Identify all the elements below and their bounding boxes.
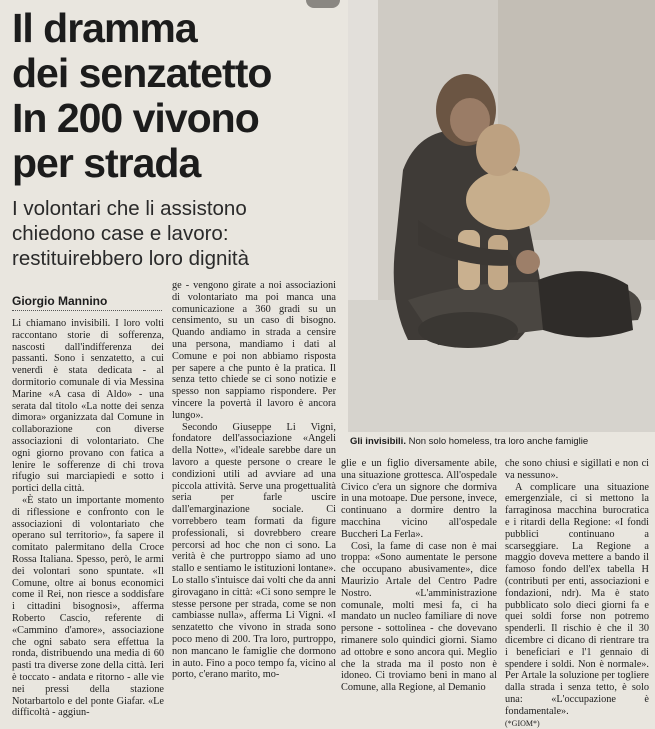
paragraph: Così, la fame di case non è mai troppa: «Sono aumentate le persone che occupano abusivamente», dice Maurizio Artale del Centro Padre Nostro. «L'amministrazione comunale, molti mesi fa, ci ha mandato un nucleo familiare di nove persone - sottolinea - che dovevano rimanere solo quindici giorni. Siamo ad ottobre e sono ancora qui. Meglio che la strada ma il posto non è idoneo. Ci troviamo beni in mano al Comune, alla Regione, al Demanio — [341, 540, 497, 694]
homeless-man-with-dog-photo — [348, 0, 655, 432]
paragraph: Secondo Giuseppe Li Vigni, fondatore dell'associazione «Angeli della Notte», «l'ideale sarebbe dare un lavoro a queste persone o creare le condizioni utili ad avviare ad una piccola attività. Serve una progettualità seria per farle uscire dall'emarginazione sociale. Ci vorrebbero team formati da figure professionali, si dovrebbero creare percorsi ad hoc che non ci sono. La verità è che purtroppo siamo ad uno stallo e sentiamo le istituzioni lontane». Lo stallo s'intuisce dai volti che da anni girovagano in città: «Ci sono sempre le stesse persone per strada, come se non cambiasse nulla», afferma Li Vigni. «I senzatetto che vivono in strada sono poco meno di 200. Tra loro, purtroppo, non mancano le famiglie che dormono in auto. Fino a poco tempo fa, vicino al porto, c'erano marito, mo- — [172, 421, 336, 681]
headline: Il dramma dei senzatetto In 200 vivono per strada — [12, 5, 272, 186]
subheadline: I volontari che li assistono chiedono case e lavoro: restituirebbero loro dignità — [12, 197, 250, 270]
article-column-3 — [341, 458, 497, 700]
caption-text: Non solo homeless, tra loro anche famiglie — [405, 436, 589, 447]
paragraph: «È stato un importante momento di riflessione e confronto con le associazioni di volontariato che operano sul territorio», fa sapere il comitato palermitano della Croce Rossa Italiana. Spesso, però, le armi dei volontari sono spuntate. «Il Comune, oltre ai bonus economici come il Rei, non riesce a soddisfare i cittadini bisognosi», afferma Roberto Cascio, referente di «Cammino d'amore», associazione che ogni sabato sera effettua la ronda, distribuendo una media di 60 pasti tra diverse zone della città. Ieri è toccato - andata e ritorno - alle vie nei pressi della stazione Notarbartolo e del ponte Giafar. «Le difficoltà - aggiun- — [12, 494, 164, 719]
paragraph: glie e un figlio diversamente abile, una situazione grottesca. All'ospedale Civico c'era un signore che dormiva in una motoape. Due persone, invece, continuano a dormire dentro la macchina vicino all'ospedale Buccheri La Ferla». — [341, 458, 497, 540]
article-photo — [348, 0, 655, 432]
article-column-2 — [172, 280, 336, 700]
paragraph: che sono chiusi e sigillati e non ci va nessuno». — [505, 458, 649, 481]
byline: Giorgio Mannino — [12, 294, 108, 308]
photo-caption — [350, 436, 650, 448]
paragraph: Li chiamano invisibili. I loro volti raccontano storie di sofferenza, nascosti dall'indifferenza dei passanti. Sono i senzatetto, a cui venerdì è stata dedicata - al dormitorio comunale di via Messina Marine «A casa di Aldo» - una serata dal titolo «La notte dei senza dimora» organizzata dal Comune in collaborazione con diverse associazioni di volontariato. Che ogni giorno provano con fatica a lenire le sofferenze di chi trova rifugio sui marciapiedi e sotto i portici della città. — [12, 318, 164, 495]
paragraph: ge - vengono girate a noi associazioni di volontariato ma poi manca una comunicazione a 360 gradi su un censimento, su un caso di bisogno. Quando andiamo in strada a censire una persona, mandiamo i dati al Comune e poi non abbiamo risposta per sapere a che punto è la pratica. Il senza tetto chiede se ci sono notizie e spesso non sappiamo rispondere. Per vincere la povertà il lavoro è ancora lungo». — [172, 280, 336, 421]
byline-divider — [12, 310, 162, 311]
caption-lead: Gli invisibili. — [350, 436, 406, 447]
paragraph: A complicare una situazione emergenziale, ci si mettono la farraginosa macchina burocratica e i ritardi della Regione: «I fondi pubblici continuano a scarseggiare. La Regione a maggio doveva mettere a bando il famoso fondo dell'ex tabella H (contributi per enti, associazioni e fondazioni, ndr). Ma è stato pubblicato solo dieci giorni fa e quei soldi forse non potremo spenderli. Il rischio è che il 30 dicembre ci dicano di rientrare tra i beneficiari e l'1 gennaio di spendere i soldi. Non è normale». Per Artale la soluzione per togliere dalla strada i senza tetto, è solo una: «L'occupazione è fondamentale». — [505, 481, 649, 717]
article-column-4 — [505, 458, 649, 728]
author-signature: (*GIOM*) — [505, 718, 540, 728]
article-column-1 — [12, 318, 164, 719]
